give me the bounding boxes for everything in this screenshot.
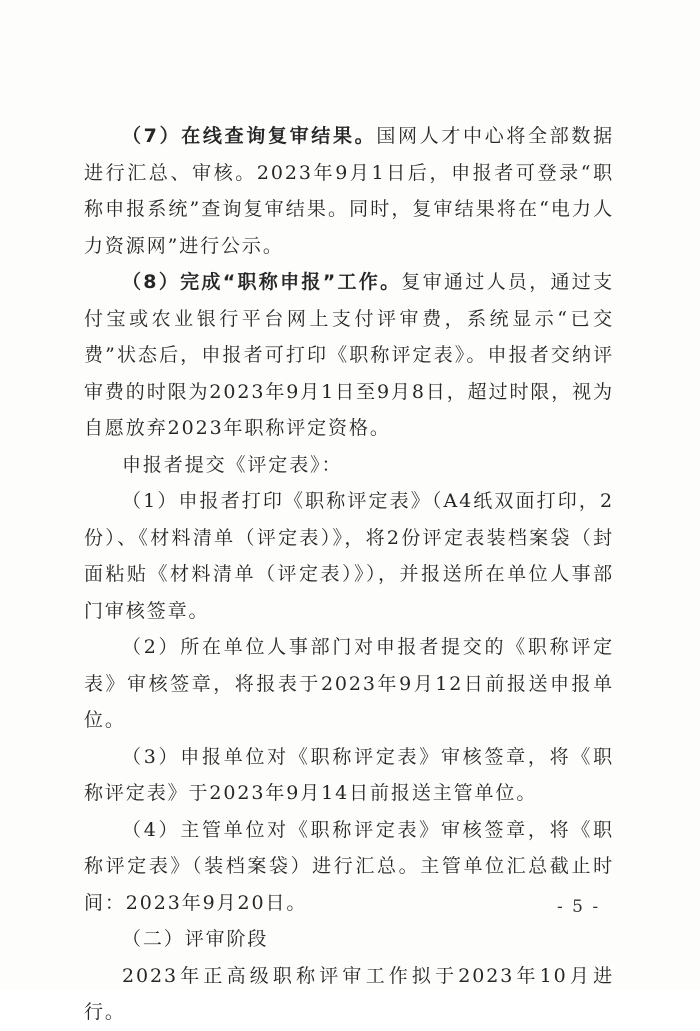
paragraph-submit-form-intro [84, 447, 614, 484]
paragraph-online-review-query [84, 118, 614, 264]
paragraph-text: （4）主管单位对《职称评定表》审核签章，将《职称评定表》（装档案袋）进行汇总。主管单位汇总截止时间：2023年9月20日。 [84, 818, 614, 914]
paragraph-step-2 [84, 629, 614, 739]
paragraph-text: （1）申报者打印《职称评定表》（A4纸双面打印，2份）、《材料清单（评定表）》，将2份评定表装档案袋（封面粘贴《材料清单（评定表）》），并报送所在单位人事部门审核签章。 [84, 490, 614, 622]
paragraph-complete-application [84, 264, 614, 447]
paragraph-text: （3）申报单位对《职称评定表》审核签章，将《职称评定表》于2023年9月14日前报送主管单位。 [84, 745, 614, 804]
paragraph-step-1 [84, 483, 614, 629]
paragraph-text: 国网人才中心将全部数据进行汇总、审核。2023年9月1日后，申报者可登录“职称申报系统”查询复审结果。同时，复审结果将在“电力人力资源网”进行公示。 [84, 125, 614, 257]
document-body [84, 118, 614, 1031]
section-heading-review-stage [84, 921, 614, 958]
paragraph-step-4 [84, 812, 614, 922]
paragraph-text: 复审通过人员，通过支付宝或农业银行平台网上支付评审费，系统显示“已交费”状态后，申报者可打印《职称评定表》。申报者交纳评审费的时限为2023年9月1日至9月8日，超过时限，视为自愿放弃2023年职称评定资格。 [84, 271, 614, 439]
paragraph-review-schedule [84, 958, 614, 1031]
page-number: - 5 - [557, 897, 601, 917]
paragraph-heading: （7）在线查询复审结果。 [122, 125, 377, 147]
paragraph-step-3 [84, 739, 614, 812]
paragraph-heading: （8）完成“职称申报”工作。 [122, 271, 402, 293]
paragraph-text: （2）所在单位人事部门对申报者提交的《职称评定表》审核签章，将报表于2023年9月12日前报送申报单位。 [84, 636, 614, 731]
paragraph-text: 申报者提交《评定表》： [122, 453, 343, 476]
paragraph-text: （二）评审阶段 [122, 928, 269, 950]
paragraph-text: 2023年正高级职称评审工作拟于2023年10月进行。 [84, 964, 614, 1023]
